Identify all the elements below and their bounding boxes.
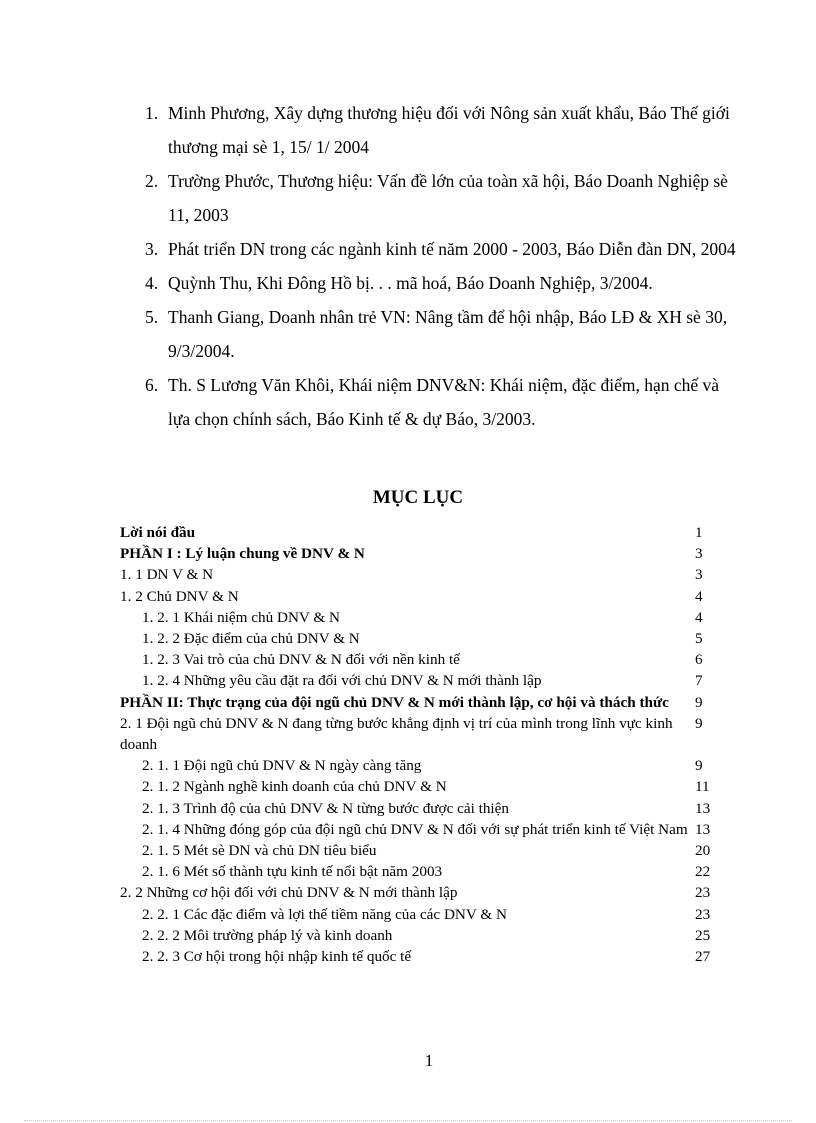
reference-item	[0, 300, 816, 368]
toc-entry	[120, 649, 720, 670]
toc-entry	[120, 840, 720, 861]
toc-title: MỤC LỤC	[372, 487, 464, 508]
reference-text: Th. S Lương Văn Khôi, Khái niệm DNV&N: Khái niệm, đặc điểm, hạn chế và lựa chọn chính sách, Báo Kinh tế & dự Báo, 3/2003.	[168, 375, 720, 429]
toc-entry	[120, 925, 720, 946]
toc-entry	[120, 882, 720, 903]
toc-entry-page: 1	[695, 524, 703, 541]
toc-entry-page: 13	[695, 820, 711, 838]
reference-text: Phát triển DN trong các ngành kinh tế năm 2000 - 2003, Báo Diễn đàn DN, 2004	[168, 239, 736, 259]
toc-entry-title: 1. 2. 2 Đặc điểm của chủ DNV & N	[142, 630, 360, 648]
toc-entry-page: 23	[695, 905, 711, 923]
toc-entry-page: 25	[695, 926, 711, 944]
toc-entry-page: 4	[695, 608, 703, 626]
toc-entry-title: 2. 1. 4 Những đóng góp của đội ngũ chủ DNV & N đối với sự phát triển kinh tế Việt Nam	[142, 820, 688, 838]
toc-entry-page: 22	[695, 863, 711, 881]
toc-entry	[120, 628, 720, 649]
reference-number: 2.	[145, 171, 159, 191]
toc-entry-page: 7	[695, 672, 703, 690]
toc-entry-title: 2. 1. 6 Mét số thành tựu kinh tế nổi bật năm 2003	[142, 863, 443, 881]
toc-entry	[120, 776, 720, 797]
reference-item	[0, 96, 816, 164]
reference-number: 6.	[145, 375, 159, 395]
toc-entry-page: 4	[695, 587, 703, 605]
toc-entry-title: Lời nói đầu	[120, 524, 196, 541]
toc-entry-page: 9	[695, 757, 703, 775]
toc-entry	[120, 713, 720, 755]
reference-item	[0, 232, 816, 266]
toc-entry-page: 13	[695, 799, 711, 817]
reference-text: Quỳnh Thu, Khi Đông Hồ bị. . . mã hoá, Báo Doanh Nghiệp, 3/2004.	[168, 273, 653, 293]
reference-text: Thanh Giang, Doanh nhân trẻ VN: Nâng tầm để hội nhập, Báo LĐ & XH sè 30, 9/3/2004.	[168, 307, 728, 361]
toc-entry-title: 2. 2 Những cơ hội đối với chủ DNV & N mới thành lập	[120, 884, 458, 902]
toc-entry	[120, 522, 720, 543]
toc-entry-title: 2. 1. 2 Ngành nghề kinh doanh của chủ DNV & N	[142, 778, 447, 796]
toc-entry	[120, 607, 720, 628]
toc-entry-title: 2. 2. 1 Các đặc điểm và lợi thế tiềm năng của các DNV & N	[142, 905, 507, 923]
toc-entry-page: 9	[695, 714, 703, 732]
toc-entry-page: 3	[695, 566, 703, 584]
toc-entry	[120, 564, 720, 585]
reference-text: Minh Phương, Xây dựng thương hiệu đối với Nông sản xuất khẩu, Báo Thế giới thương mại sè 1, 15/ 1/ 2004	[168, 103, 730, 157]
toc-entry	[120, 946, 720, 967]
toc-entry-page: 5	[695, 630, 703, 648]
toc-entry-title: 2. 2. 2 Môi trường pháp lý và kinh doanh	[142, 926, 393, 944]
table-of-contents	[120, 522, 720, 967]
reference-item	[0, 164, 816, 232]
toc-entry	[120, 904, 720, 925]
reference-number: 3.	[145, 239, 159, 259]
reference-item	[0, 266, 816, 300]
toc-entry-page: 6	[695, 651, 703, 669]
toc-entry-title: PHẦN II: Thực trạng của đội ngũ chủ DNV & N mới thành lập, cơ hội và thách thức	[120, 693, 669, 711]
toc-entry-title: 2. 1 Đội ngũ chủ DNV & N đang từng bước khẳng định vị trí của mình trong lĩnh vực kinh doanh	[120, 714, 673, 754]
toc-entry-title: 2. 1. 3 Trình độ của chủ DNV & N từng bước được cải thiện	[142, 799, 509, 817]
toc-entry-title: 2. 2. 3 Cơ hội trong hội nhập kinh tế quốc tế	[142, 948, 412, 966]
toc-entry	[120, 755, 720, 776]
toc-entry-title: 2. 1. 5 Mét sè DN và chủ DN tiêu biểu	[142, 842, 377, 860]
toc-entry-title: 1. 2. 1 Khái niệm chủ DNV & N	[142, 608, 340, 626]
toc-entry-page: 20	[695, 842, 711, 860]
toc-entry-page: 9	[695, 693, 703, 711]
toc-entry-title: 2. 1. 1 Đội ngũ chủ DNV & N ngày càng tăng	[142, 757, 422, 775]
toc-entry	[120, 692, 720, 713]
reference-item	[0, 368, 816, 436]
page-number: 1	[424, 1051, 434, 1070]
toc-entry	[120, 586, 720, 607]
toc-entry-title: 1. 2. 3 Vai trò của chủ DNV & N đối với nền kinh tế	[142, 651, 460, 669]
toc-entry-page: 27	[695, 948, 711, 966]
toc-entry-title: 1. 2. 4 Những yêu cầu đặt ra đối với chủ DNV & N mới thành lập	[142, 672, 542, 690]
toc-entry-title: 1. 1 DN V & N	[120, 566, 214, 584]
reference-list	[0, 96, 816, 436]
toc-entry	[120, 861, 720, 882]
toc-entry-page: 23	[695, 884, 711, 902]
toc-entry	[120, 819, 720, 840]
reference-text: Trường Phước, Thương hiệu: Vấn đề lớn của toàn xã hội, Báo Doanh Nghiệp sè 11, 2003	[168, 171, 728, 225]
toc-entry-page: 11	[695, 778, 710, 796]
toc-entry-page: 3	[695, 545, 703, 563]
page-bottom-divider	[24, 1120, 792, 1121]
reference-number: 5.	[145, 307, 159, 327]
toc-entry	[120, 543, 720, 564]
reference-number: 4.	[145, 273, 159, 293]
reference-number: 1.	[145, 103, 159, 123]
toc-entry-title: PHẦN I : Lý luận chung về DNV & N	[120, 545, 365, 563]
toc-entry	[120, 798, 720, 819]
toc-entry	[120, 670, 720, 691]
toc-entry-title: 1. 2 Chủ DNV & N	[120, 587, 239, 605]
